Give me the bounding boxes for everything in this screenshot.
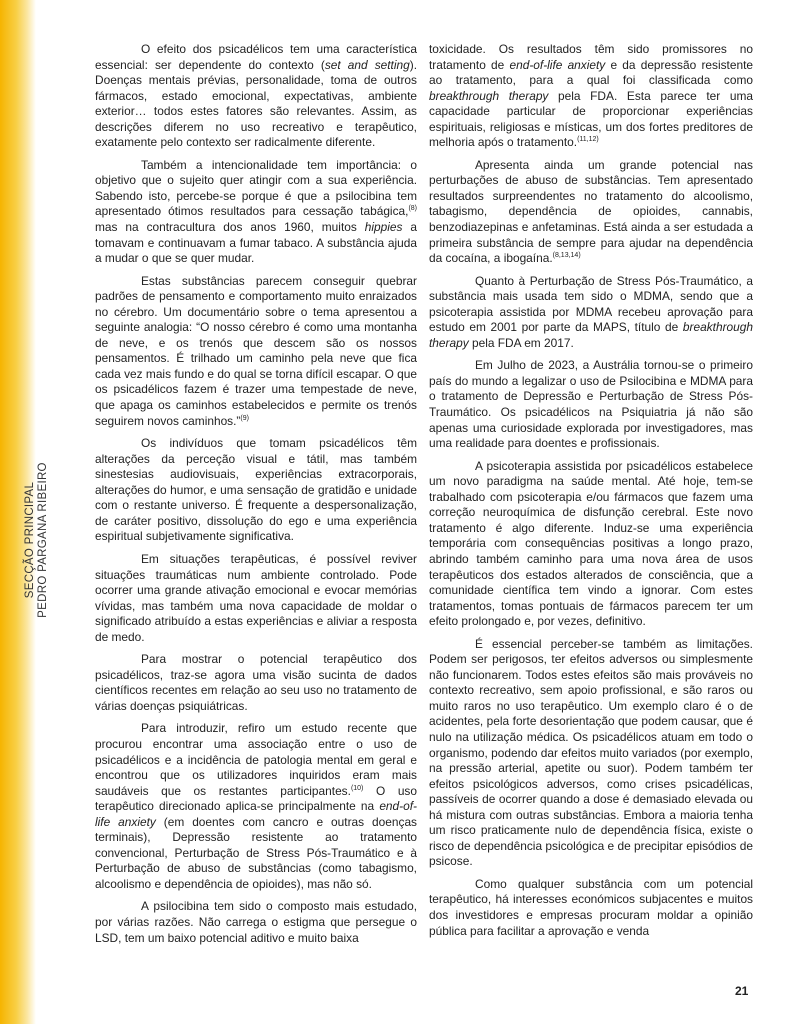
paragraph: Apresenta ainda um grande potencial nas perturbações de abuso de substâncias. Tem apresentado resultados surpreendentes no tratamento do alcoolismo, tabagismo, dependência de opioides, cannabis, benzodiazepinas e anfetaminas. Está ainda a ser estudada a primeira substância de sempre para ajudar na dependência da cocaína, a ibogaína.$^{(8,13,14)}$ [429,157,753,266]
running-header [24,380,64,700]
paragraph: Quanto à Perturbação de Stress Pós-Traumático, a substância mais usada tem sido o MDMA, sendo que a psicoterapia assistida por MDMA recebeu aprovação para estudo em 2001 por parte da MAPS, título de breakthrough therapy pela FDA em 2017. [429,273,753,350]
left-column [95,42,417,953]
paragraph: Em situações terapêuticas, é possível reviver situações traumáticas num ambiente controlado. Pode ocorrer uma grande ativação emocional e evocar memórias vívidas, mas também uma nova capacidade de moldar o significado atribuído a estas experiências e aliviar a resposta de medo. [95,551,417,644]
citation: (11,12) [577,136,599,144]
paragraph: Como qualquer substância com um potencial terapêutico, há interesses económicos subjacentes e muitos dos investidores e empresas procuram moldar a opinião pública para facilitar a aprovação e venda [429,876,753,938]
paragraph: Em Julho de 2023, a Austrália tornou-se o primeiro país do mundo a legalizar o uso de Psilocibina e MDMA para o tratamento de Depressão e Perturbação de Stress Pós-Traumático. Os psicadélicos na Psiquiatria já não são apenas uma curiosidade explorada por investigadores, mas uma realidade para doentes e profissionais. [429,358,753,451]
paragraph: A psicoterapia assistida por psicadélicos estabelece um novo paradigma na saúde mental. Até hoje, tem-se trabalhado com psicoterapia e/ou fármacos que fazem uma correção neuroquímica de disfunção cerebral. Este novo tratamento é algo diferente. Induz-se uma experiência temporária com consequências positivas a longo prazo, abrindo também caminho para uma nova área de usos terapêuticos dos estados alterados de consciência, que a comunidade científica tem vindo a ignorar. Com estes tratamentos, tomas pontuais de fármacos parecem ter um efeito prolongado e, por vezes, definitivo. [429,458,753,629]
paragraph: Para introduzir, refiro um estudo recente que procurou encontrar uma associação entre o uso de psicadélicos e a incidência de patologia mental em geral e encontrou que os utilizadores inquiridos eram mais saudáveis que os restantes participantes.$^{(10)}$ O uso terapêutico direcionado aplica-se principalmente na end-of-life anxiety (em doentes com cancro e outras doenças terminais), Depressão resistente ao tratamento convencional, Perturbação de Stress Pós-Traumático e à Perturbação de abuso de substâncias (como tabagismo, alcoolismo e dependência de opioides), mas não só. [95,721,417,891]
paragraph: O efeito dos psicadélicos tem uma característica essencial: ser dependente do contexto (set and setting). Doenças mentais prévias, personalidade, toma de outros fármacos, estado emocional, expectativas, ambiente exterior… todos estes fatores são relevantes. Assim, as descrições diferem no uso recreativo e terapêutico, exatamente pelo contexto ser radicalmente diferente. [95,42,417,150]
citation: (8,13,14) [552,252,581,260]
page-number: 21 [735,984,749,998]
author-label: PEDRO PARGANA RIBEIRO [37,462,49,618]
citation: (8) [408,205,417,213]
paragraph: É essencial perceber-se também as limitações. Podem ser perigosos, ter efeitos adversos ou simplesmente não funcionarem. Todos estes efeitos são mais prováveis no contexto recreativo, sem apoio profissional, e são raros ou muito raros no uso terapêutico. Um exemplo claro é o de acidentes, pela forte desorientação que podem causar, que é nulo na utilização médica. Os psicadélicos atuam em todo o organismo, podendo dar efeitos muito variados (por exemplo, na pressão arterial, apetite ou suor). Podem também ter efeitos psicológicos adversos, como crises psicadélicas, passíveis de ocorrer quando a dose é demasiado elevada ou há mistura com outras substâncias. Embora a maioria tenha um risco praticamente nulo de dependência física, existe o risco de dependência psicológica e de precipitar episódios de psicose. [429,636,753,869]
paragraph: A psilocibina tem sido o composto mais estudado, por várias razões. Não carrega o estigma que persegue o LSD, tem um baixo potencial aditivo e muito baixa [95,899,417,945]
paragraph: Os indivíduos que tomam psicadélicos têm alterações da perceção visual e tátil, mas também sinestesias audiovisuais, experiências extracorporais, alterações do humor, e uma sensação de gratidão e unidade com o restante universo. É frequente a despersonalização, de caráter positivo, dissolução do ego e uma experiência espiritual subjetivamente significativa. [95,436,417,544]
paragraph: Para mostrar o potencial terapêutico dos psicadélicos, traz-se agora uma visão sucinta de dados científicos recentes em relação ao seu uso no tratamento de várias doenças psiquiátricas. [95,652,417,713]
paragraph: Estas substâncias parecem conseguir quebrar padrões de pensamento e comportamento muito enraizados no cérebro. Um documentário sobre o tema apresentou a seguinte analogia: “O nosso cérebro é como uma montanha de neve, e os trenós que descem são os nossos pensamentos. É trilhado um caminho pela neve que fica cada vez mais fundo e do qual se torna difícil escapar. O que os psicadélicos fazem é trazer uma tempestade de neve, que apaga os caminhos estabelecidos e permite os trenós seguirem novos caminhos.”$^{(9)}$ [95,273,417,428]
citation: (9) [240,414,249,422]
section-label: SECÇÃO PRINCIPAL [24,481,36,599]
paragraph: Também a intencionalidade tem importância: o objetivo que o sujeito quer atingir com a sua experiência. Sabendo isto, percebe-se porque é que a psilocibina tem apresentado ótimos resultados para cessação tabágica,$^{(8)}$ mas na contracultura dos anos 1960, muitos hippies a tomavam e continuavam a fumar tabaco. A substância ajuda a mudar o que se quer mudar. [95,157,417,266]
right-column [429,42,753,946]
citation: (10) [350,784,364,792]
paragraph: toxicidade. Os resultados têm sido promissores no tratamento de end-of-life anxiety e da depressão resistente ao tratamento, para a qual foi classificada como breakthrough therapy pela FDA. Esta parece ter uma capacidade particular de proporcionar experiências espirituais, religiosas e místicas, um dos fortes preditores de melhoria após o tratamento.$^{(11,12)}$ [429,42,753,150]
